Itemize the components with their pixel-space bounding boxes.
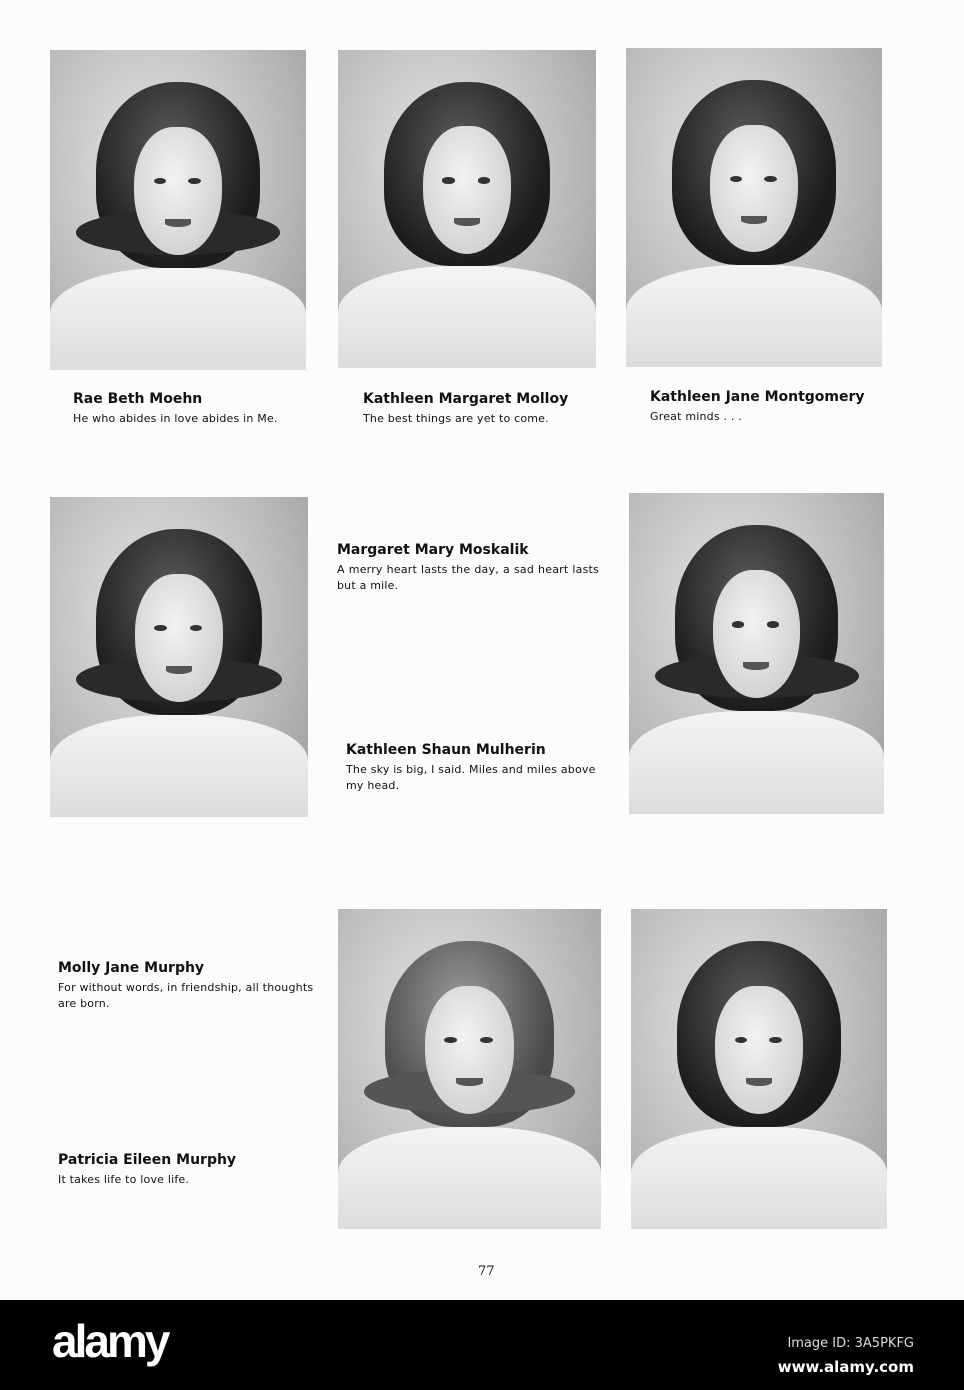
student-name: Patricia Eileen Murphy: [58, 1152, 237, 1168]
student-name: Rae Beth Moehn: [73, 391, 203, 407]
watermark-url: www.alamy.com: [777, 1358, 914, 1376]
portrait-photo-kathleen-jane-montgomery: [626, 48, 882, 367]
student-name: Molly Jane Murphy: [58, 960, 205, 976]
alamy-logo: alamy: [52, 1315, 168, 1367]
student-quote: He who abides in love abides in Me.: [73, 412, 278, 425]
portrait-photo-patricia-eileen-murphy: [631, 909, 887, 1229]
watermark-bar: [0, 1300, 964, 1390]
student-name: Kathleen Shaun Mulherin: [346, 742, 546, 758]
portrait-photo-rae-beth-moehn: [50, 50, 306, 370]
image-id: Image ID: 3A5PKFG: [787, 1336, 914, 1351]
student-quote: For without words, in friendship, all thoughts are born.: [58, 981, 314, 1010]
portrait-photo-kathleen-margaret-molloy: [338, 50, 596, 368]
portrait-photo-margaret-mary-moskalik: [50, 497, 308, 817]
portrait-photo-kathleen-shaun-mulherin: [629, 493, 884, 814]
student-quote: A merry heart lasts the day, a sad heart lasts but a mile.: [337, 563, 599, 592]
student-quote: Great minds . . .: [650, 410, 742, 423]
page-number: 77: [478, 1264, 495, 1279]
student-quote: The sky is big, I said. Miles and miles above my head.: [346, 763, 596, 792]
student-name: Kathleen Jane Montgomery: [650, 389, 865, 405]
student-name: Margaret Mary Moskalik: [337, 542, 529, 558]
student-quote: It takes life to love life.: [58, 1173, 190, 1186]
portrait-photo-molly-jane-murphy: [338, 909, 601, 1229]
student-name: Kathleen Margaret Molloy: [363, 391, 569, 407]
student-quote: The best things are yet to come.: [363, 412, 549, 425]
